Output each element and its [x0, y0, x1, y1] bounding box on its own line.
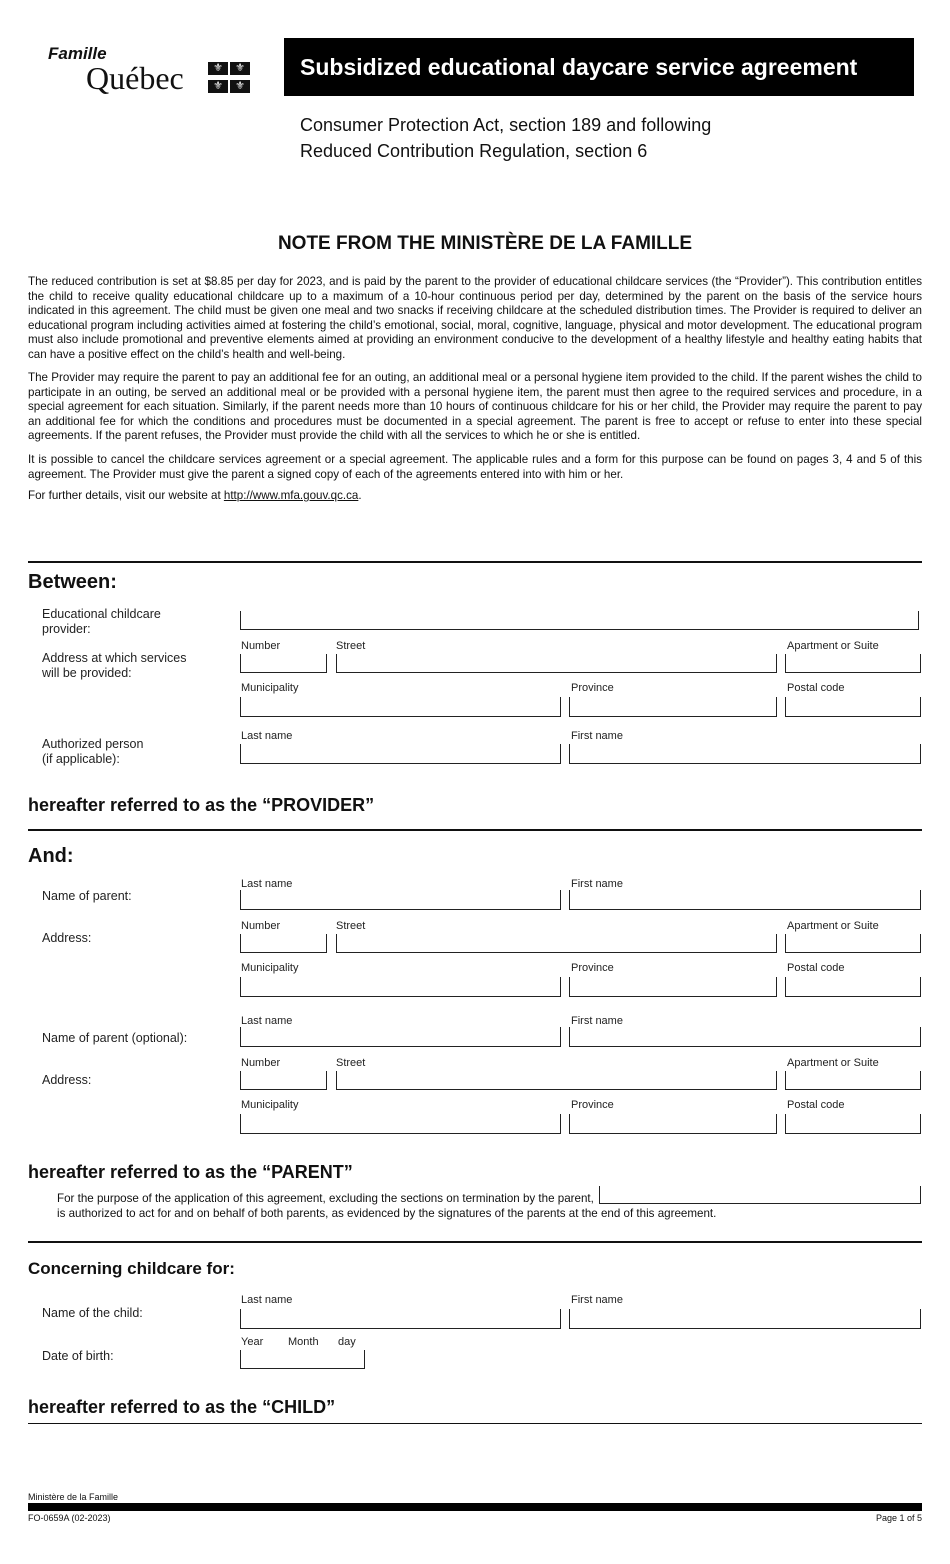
field-caption: Street	[336, 640, 366, 652]
website-link[interactable]: http://www.mfa.gouv.qc.ca	[223, 489, 359, 502]
page-title: Subsidized educational daycare service agreement	[300, 54, 858, 80]
field-caption: First name	[571, 1015, 623, 1027]
field-caption: Street	[336, 1057, 366, 1069]
parent1-last-name-field[interactable]	[240, 890, 561, 910]
parent1-postal-field[interactable]	[785, 977, 921, 997]
field-caption: Municipality	[241, 962, 299, 974]
field-caption: Last name	[241, 878, 293, 890]
field-caption: Municipality	[241, 1099, 299, 1111]
dob-year-label: Year	[241, 1336, 264, 1348]
provider-hereafter: hereafter referred to as the “PROVIDER”	[28, 795, 375, 815]
provider-postal-field[interactable]	[785, 697, 921, 717]
logo-famille: Famille	[48, 44, 107, 63]
parent2-number-field[interactable]	[240, 1071, 327, 1090]
parent1-label: Name of parent:	[42, 889, 132, 903]
logo-quebec: Québec	[86, 60, 184, 96]
field-caption: Last name	[241, 1015, 293, 1027]
and-heading: And:	[28, 845, 74, 867]
parent2-province-field[interactable]	[569, 1114, 777, 1134]
divider	[28, 1241, 922, 1243]
parent1-first-name-field[interactable]	[569, 890, 921, 910]
authorized-person-label: Authorized person (if applicable):	[42, 737, 144, 766]
field-caption: Apartment or Suite	[787, 920, 879, 932]
parent1-municipality-field[interactable]	[240, 977, 561, 997]
child-last-name-field[interactable]	[240, 1309, 561, 1329]
provider-street-field[interactable]	[336, 654, 777, 673]
authorized-parent-field[interactable]	[599, 1186, 921, 1204]
note-paragraph-3: It is possible to cancel the childcare services agreement or a special agreement. The applicable rules and a form for this purpose can be found on pages 3, 4 and 5 of this agreement. The Provider must give the parent a signed copy of each of the agreements entered into with him or her.	[28, 453, 922, 481]
parent2-apartment-field[interactable]	[785, 1071, 921, 1090]
provider-province-field[interactable]	[569, 697, 777, 717]
parent2-address-label: Address:	[42, 1073, 92, 1087]
parent-hereafter: hereafter referred to as the “PARENT”	[28, 1162, 353, 1182]
field-caption: Apartment or Suite	[787, 640, 879, 652]
field-caption: First name	[571, 730, 623, 742]
provider-number-field[interactable]	[240, 654, 327, 673]
child-name-label: Name of the child:	[42, 1306, 143, 1320]
provider-apartment-field[interactable]	[785, 654, 921, 673]
authorized-parent-text-2: is authorized to act for and on behalf of both parents, as evidenced by the signatures of the parents at the end of this agreement.	[57, 1207, 717, 1220]
divider	[28, 561, 922, 563]
field-caption: Last name	[241, 1294, 293, 1306]
authorized-first-name-field[interactable]	[569, 744, 921, 764]
child-hereafter: hereafter referred to as the “CHILD”	[28, 1397, 336, 1417]
field-caption: Province	[571, 682, 614, 694]
parent1-province-field[interactable]	[569, 977, 777, 997]
dob-label: Date of birth:	[42, 1349, 114, 1363]
divider	[28, 1423, 922, 1424]
authorized-parent-text-1: For the purpose of the application of this agreement, excluding the sections on termination by the parent,	[57, 1192, 594, 1205]
subtitle-line-1: Consumer Protection Act, section 189 and following	[300, 115, 712, 135]
note-paragraph-1: The reduced contribution is set at $8.85 per day for 2023, and is paid by the parent to the provider of educational childcare services (the “Provider”). This contribution entitles the child to receive quality educational childcare up to a maximum of a 10-hour continuous period per day, determined by the parent on the basis of the service hours indicated in this agreement. The child must be given one meal and two snacks if receiving childcare at the scheduled distribution times. The Provider is required to deliver an educational program including activities aimed at fostering the child’s emotional, social, moral, cognitive, language, physical and motor development. The educational program must also include promotional and preventive elements aimed at providing an environment conducive to the development of a healthy lifestyle and healthy eating habits that can have a positive effect on the child’s health and well-being.	[28, 275, 922, 361]
child-first-name-field[interactable]	[569, 1309, 921, 1329]
note-paragraph-4: For further details, visit our website at http://www.mfa.gouv.qc.ca.	[28, 489, 362, 502]
footer-ministry: Ministère de la Famille	[28, 1492, 119, 1502]
field-caption: Province	[571, 962, 614, 974]
field-caption: Number	[241, 1057, 281, 1069]
provider-address-label: Address at which services will be provided:	[42, 651, 187, 680]
field-caption: Apartment or Suite	[787, 1057, 879, 1069]
page-number: Page 1 of 5	[875, 1513, 922, 1523]
field-caption: Postal code	[787, 682, 845, 694]
dob-month-label: Month	[288, 1336, 319, 1348]
logo	[46, 42, 261, 102]
field-caption: Province	[571, 1099, 614, 1111]
title-banner	[284, 38, 914, 96]
parent2-label: Name of parent (optional):	[42, 1031, 188, 1045]
note-heading: NOTE FROM THE MINISTÈRE DE LA FAMILLE	[277, 233, 693, 254]
parent2-municipality-field[interactable]	[240, 1114, 561, 1134]
child-heading: Concerning childcare for:	[28, 1259, 235, 1278]
field-caption: Postal code	[787, 1099, 845, 1111]
between-heading: Between:	[28, 571, 117, 593]
footer-bar	[28, 1503, 922, 1511]
dob-day-label: day	[338, 1336, 356, 1348]
field-caption: Last name	[241, 730, 293, 742]
parent2-first-name-field[interactable]	[569, 1027, 921, 1047]
field-caption: Municipality	[241, 682, 299, 694]
form-code: FO-0659A (02-2023)	[28, 1513, 111, 1523]
parent2-last-name-field[interactable]	[240, 1027, 561, 1047]
parent1-apartment-field[interactable]	[785, 934, 921, 953]
parent1-address-label: Address:	[42, 931, 92, 945]
subtitle-line-2: Reduced Contribution Regulation, section 6	[300, 141, 648, 161]
field-caption: Street	[336, 920, 366, 932]
field-caption: Postal code	[787, 962, 845, 974]
parent2-street-field[interactable]	[336, 1071, 777, 1090]
dob-field[interactable]	[240, 1350, 365, 1369]
note-paragraph-2: The Provider may require the parent to pay an additional fee for an outing, an additional meal or a personal hygiene item provided to the child. If the parent wishes the child to participate in an outing, be served an additional meal or be provided with a personal hygiene item, the parent must then agree to the required services and procedure, in a special agreement for each situation. Similarly, if the parent needs more than 10 hours of continuous childcare for his or her child, the Provider may require the parent to pay an additional fee for which the conditions and procedures must be documented in a special agreement. The parent is free to accept or refuse to enter into these special agreements. If the parent refuses, the Provider must provide the child with all the services to which he or she is entitled.	[28, 371, 922, 443]
field-caption: Number	[241, 920, 281, 932]
divider	[28, 829, 922, 831]
authorized-last-name-field[interactable]	[240, 744, 561, 764]
fleur-de-lis-flag-icon: ⚜ ⚜⚜ ⚜	[207, 58, 253, 94]
parent2-postal-field[interactable]	[785, 1114, 921, 1134]
provider-municipality-field[interactable]	[240, 697, 561, 717]
parent1-number-field[interactable]	[240, 934, 327, 953]
field-caption: First name	[571, 878, 623, 890]
field-caption: Number	[241, 640, 281, 652]
parent1-street-field[interactable]	[336, 934, 777, 953]
provider-name-field[interactable]	[240, 611, 919, 630]
provider-label: Educational childcare provider:	[42, 607, 161, 636]
field-caption: First name	[571, 1294, 623, 1306]
